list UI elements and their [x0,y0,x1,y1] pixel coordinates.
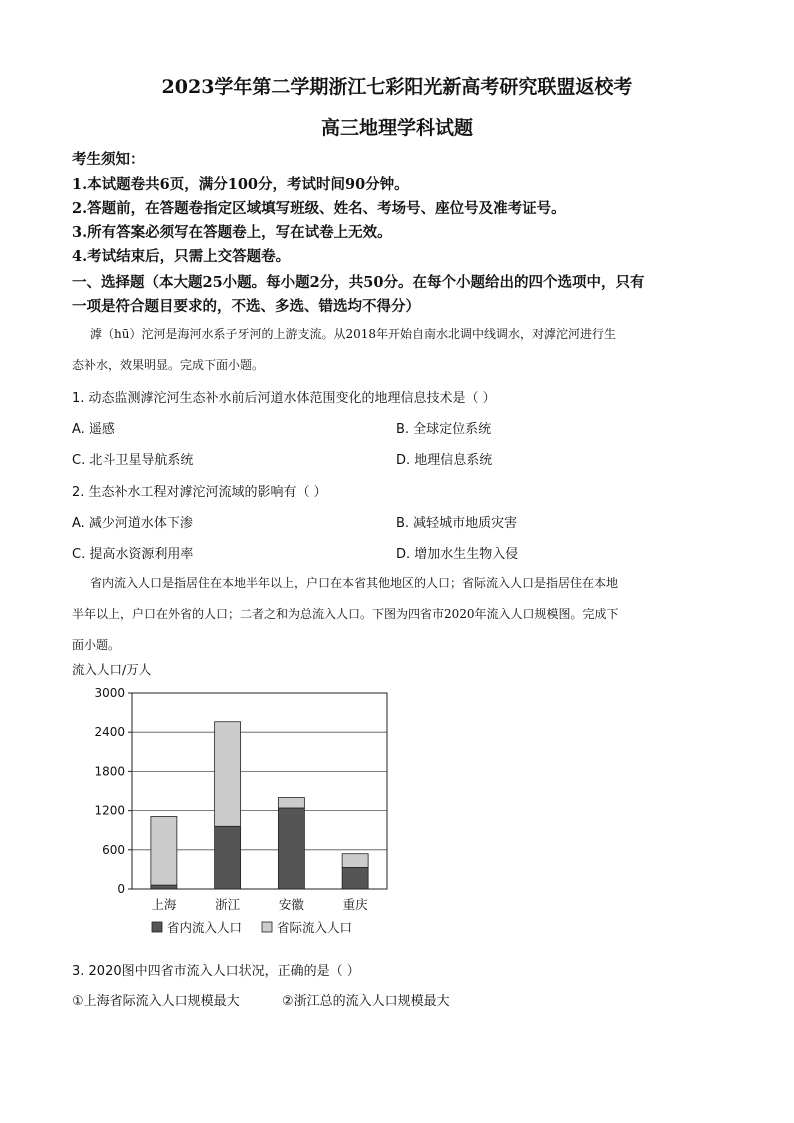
q1-option-c[interactable]: C. 北斗卫星导航系统 [72,453,194,468]
chart-y-tick-label: 2400 [94,725,125,740]
chart-y-tick-label: 1200 [94,803,125,818]
chart-legend-label: 省内流入人口 [167,920,243,935]
chart-y-axis-label: 流入人口/万人 [72,662,152,677]
chart-y-tick-label: 1800 [94,764,125,779]
q1-option-d[interactable]: D. 地理信息系统 [396,453,493,468]
chart-legend-swatch [152,922,162,932]
chart-legend-label: 省际流入人口 [277,920,353,935]
chart-legend-swatch [262,922,272,932]
chart-bar-intra-2 [278,808,304,889]
q2-option-b[interactable]: B. 减轻城市地质灾害 [396,516,518,531]
q2-option-a[interactable]: A. 减少河道水体下渗 [72,516,193,531]
section-heading-line1: 一、选择题（本大题25小题。每小题2分，共50分。在每个小题给出的四个选项中，只有 [72,274,645,291]
chart-bar-inter-0 [151,816,177,885]
passage1-line2: 态补水，效果明显。完成下面小题。 [72,358,265,372]
population-chart [72,660,402,950]
chart-bar-inter-3 [342,854,368,868]
notice-item-2: 2.答题前，在答题卷指定区域填写班级、姓名、考场号、座位号及准考证号。 [72,200,566,217]
chart-x-tick-label: 上海 [151,897,177,912]
notice-item-4: 4.考试结束后，只需上交答题卷。 [72,248,291,265]
q2-stem: 2. 生态补水工程对滹沱河流域的影响有（ ） [72,485,327,500]
q1-option-b[interactable]: B. 全球定位系统 [396,422,492,437]
chart-x-tick-label: 重庆 [342,897,368,912]
q1-stem: 1. 动态监测滹沱河生态补水前后河道水体范围变化的地理信息技术是（ ） [72,391,496,406]
chart-bar-intra-0 [151,885,177,889]
chart-x-tick-label: 浙江 [215,897,241,912]
q3-statement-2: ②浙江总的流入人口规模最大 [282,994,450,1009]
chart-bar-intra-3 [342,867,368,889]
passage2-line1: 省内流入人口是指居住在本地半年以上，户口在本省其他地区的人口；省际流入人口是指居住在本地 [90,576,619,590]
q1-option-a[interactable]: A. 遥感 [72,422,115,437]
chart-bar-inter-2 [278,798,304,808]
chart-bar-inter-1 [215,722,241,827]
notice-heading: 考生须知： [72,151,145,168]
q3-statement-1: ①上海省际流入人口规模最大 [72,994,240,1009]
chart-y-tick-label: 600 [102,842,125,857]
section-heading-line2: 一项是符合题目要求的，不选、多选、错选均不得分） [72,298,420,315]
chart-bar-intra-1 [215,826,241,889]
chart-y-tick-label: 0 [117,882,125,896]
q2-option-c[interactable]: C. 提高水资源利用率 [72,547,194,562]
exam-subtitle: 高三地理学科试题 [320,117,473,139]
passage2-line2: 半年以上，户口在外省的人口；二者之和为总流入人口。下图为四省市2020年流入人口规模图。完成下 [72,607,619,621]
notice-item-3: 3.所有答案必须写在答题卷上，写在试卷上无效。 [72,224,392,241]
chart-x-tick-label: 安徽 [278,897,304,912]
notice-item-1: 1.本试题卷共6页，满分100分，考试时间90分钟。 [72,176,409,193]
passage2-line3: 面小题。 [72,638,121,652]
q2-option-d[interactable]: D. 增加水生生物入侵 [396,547,519,562]
q3-stem: 3. 2020图中四省市流入人口状况，正确的是（ ） [72,964,360,979]
exam-title: 2023学年第二学期浙江七彩阳光新高考研究联盟返校考 [161,76,633,98]
population-chart-svg [72,660,402,950]
chart-y-tick-label: 3000 [94,686,125,700]
passage1-line1: 滹（hū）沱河是海河水系子牙河的上游支流。从2018年开始自南水北调中线调水，对滹沱河进行生 [90,327,616,341]
